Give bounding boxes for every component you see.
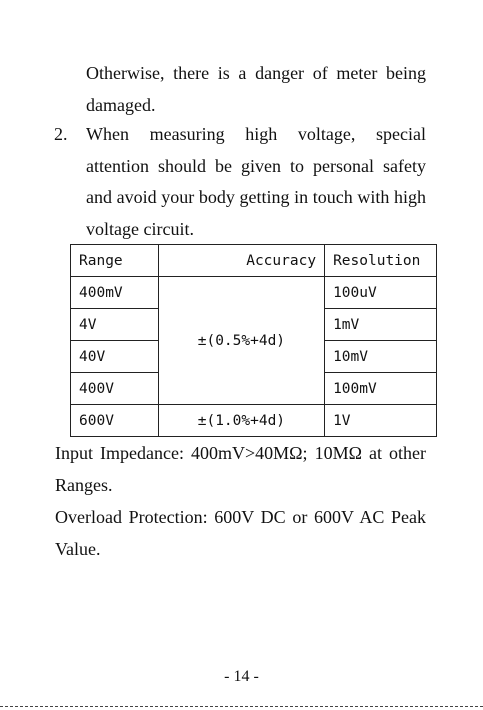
header-range: Range [71, 245, 159, 277]
cell-accuracy-merged: ±(0.5%+4d) [158, 277, 324, 405]
paragraph-overload-protection: Overload Protection: 600V DC or 600V AC Peak Value. [55, 507, 426, 559]
cell-range: 40V [71, 341, 159, 373]
cell-resolution: 100uV [325, 277, 437, 309]
table-row [71, 277, 437, 309]
footer-divider [0, 706, 483, 707]
paragraph-meter-damage-warning: Otherwise, there is a danger of meter being damaged. [86, 63, 426, 115]
cell-resolution: 10mV [325, 341, 437, 373]
cell-accuracy: ±(1.0%+4d) [158, 405, 324, 437]
page-number: - 14 - [224, 668, 259, 685]
cell-range: 600V [71, 405, 159, 437]
cell-range: 400mV [71, 277, 159, 309]
header-accuracy: Accuracy [158, 245, 324, 277]
paragraph-input-impedance: Input Impedance: 400mV>40MΩ; 10MΩ at other Ranges. [55, 443, 426, 495]
list-item-high-voltage-warning: When measuring high voltage, special attention should be given to personal safety and avoid your body getting in touch with high voltage circuit. [86, 124, 426, 239]
cell-range: 400V [71, 373, 159, 405]
cell-range: 4V [71, 309, 159, 341]
cell-resolution: 1mV [325, 309, 437, 341]
list-item-number: 2. [54, 124, 68, 144]
table-row [71, 405, 437, 437]
cell-resolution: 100mV [325, 373, 437, 405]
cell-resolution: 1V [325, 405, 437, 437]
header-resolution: Resolution [325, 245, 437, 277]
table-header-row [71, 245, 437, 277]
spec-table [70, 244, 437, 437]
